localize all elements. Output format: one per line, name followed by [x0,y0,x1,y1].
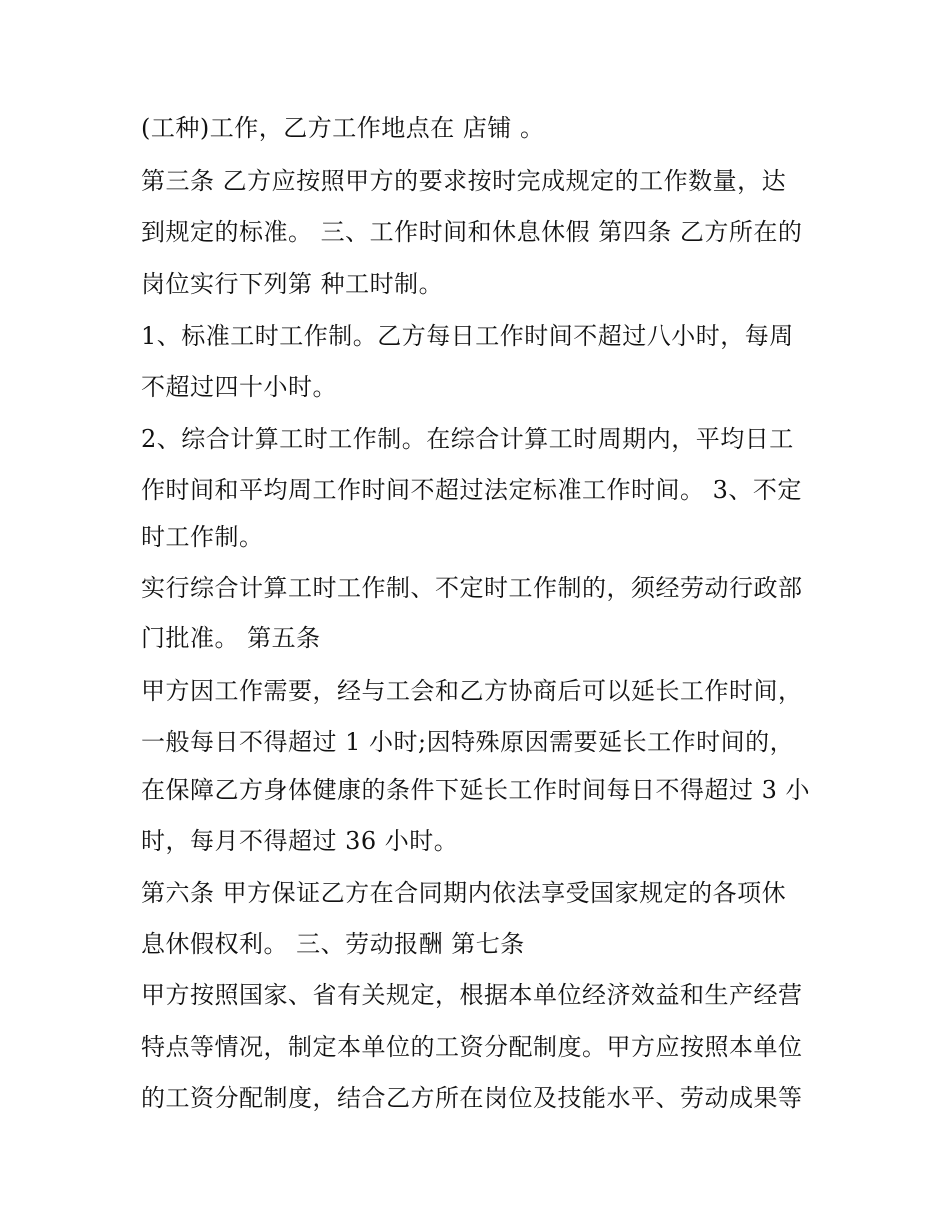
text-line: 2、综合计算工时工作制。在综合计算工时周期内，平均日工 [141,425,794,453]
text-line: 一般每日不得超过 1 小时;因特殊原因需要延长工作时间的， [141,728,795,756]
text-line: 门批准。 第五条 [141,624,321,652]
text-line: 息休假权利。 三、劳动报酬 第七条 [141,930,525,958]
text-line: 在保障乙方身体健康的条件下延长工作时间每日不得超过 3 小 [141,776,811,804]
text-line: 的工资分配制度，结合乙方所在岗位及技能水平、劳动成果等 [141,1084,803,1112]
text-line: 1、标准工时工作制。乙方每日工作时间不超过八小时，每周 [141,322,794,350]
text-line: 实行综合计算工时工作制、不定时工作制的，须经劳动行政部 [141,574,803,602]
text-line: 甲方按照国家、省有关规定，根据本单位经济效益和生产经营 [141,981,803,1009]
text-line: 特点等情况，制定本单位的工资分配制度。甲方应按照本单位 [141,1033,803,1061]
text-line: 时工作制。 [141,523,264,551]
text-line: 甲方因工作需要，经与工会和乙方协商后可以延长工作时间， [141,677,803,705]
text-line: 时，每月不得超过 36 小时。 [141,827,459,855]
text-line: 作时间和平均周工作时间不超过法定标准工作时间。 3、不定 [141,476,802,504]
text-line: 第六条 甲方保证乙方在合同期内依法享受国家规定的各项休 [141,879,787,907]
text-line: 不超过四十小时。 [141,373,337,401]
text-line: 第三条 乙方应按照甲方的要求按时完成规定的工作数量，达 [141,167,787,195]
text-line: (工种)工作，乙方工作地点在 店铺 。 [141,114,545,142]
text-line: 岗位实行下列第 种工时制。 [141,270,444,298]
text-line: 到规定的标准。 三、工作时间和休息休假 第四条 乙方所在的 [141,218,803,246]
